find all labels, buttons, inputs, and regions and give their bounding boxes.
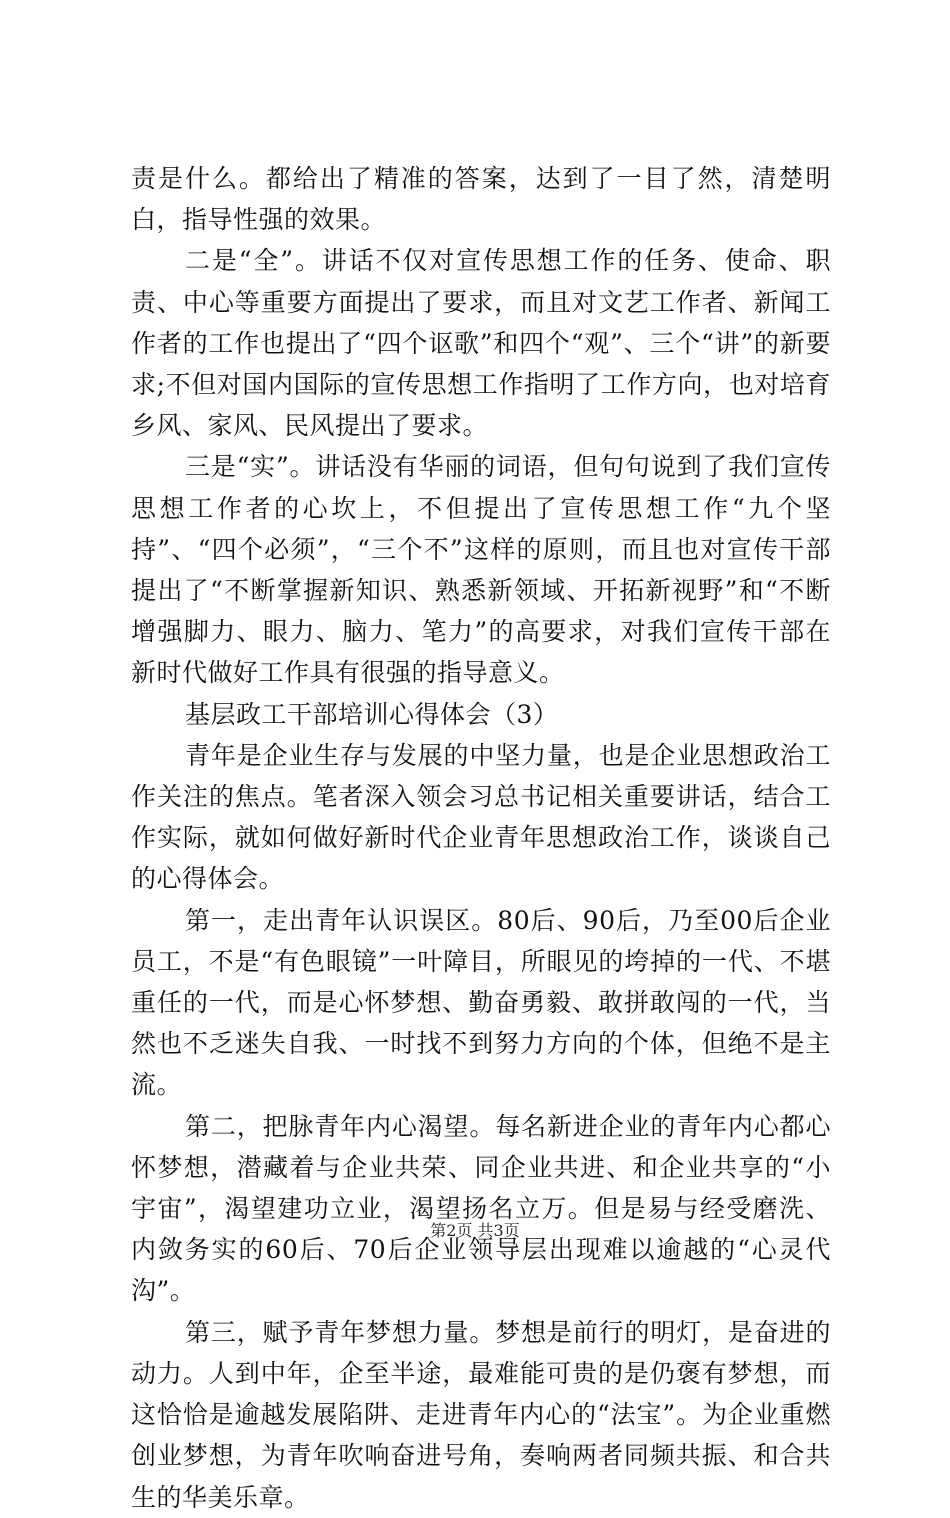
paragraph-continuation: 责是什么。都给出了精准的答案，达到了一目了然，清楚明白，指导性强的效果。 — [131, 164, 831, 235]
paragraph-point-two: 二是“全”。讲话不仅对宣传思想工作的任务、使命、职责、中心等重要方面提出了要求，而且对文艺工作者、新闻工作者的工作也提出了“四个讴歌”和四个“观”、三个“讲”的新要求;不但对国内国际的宣传思想工作指明了工作方向，也对培育乡风、家风、民风提出了要求。 — [131, 246, 831, 441]
paragraph-intro: 青年是企业生存与发展的中坚力量，也是企业思想政治工作关注的焦点。笔者深入领会习总书记相关重要讲话，结合工作实际，就如何做好新时代企业青年思想政治工作，谈谈自己的心得体会。 — [131, 740, 831, 894]
paragraph-third: 第三，赋予青年梦想力量。梦想是前行的明灯，是奋进的动力。人到中年，企至半途，最难能可贵的是仍褒有梦想，而这恰恰是逾越发展陷阱、走进青年内心的“法宝”。为企业重燃创业梦想，为青年吹响奋进号角，奏响两者同频共振、和合共生的华美乐章。 — [131, 1317, 831, 1512]
paragraph-second: 第二，把脉青年内心渴望。每名新进企业的青年内心都心怀梦想，潜藏着与企业共荣、同企业共进、和企业共享的“小宇宙”，渴望建功立业，渴望扬名立万。但是易与经受磨洗、内敛务实的60后、70后企业领导层出现难以逾越的“心灵代沟”。 — [131, 1111, 831, 1306]
paragraph-first: 第一，走出青年认识误区。80后、90后，乃至00后企业员工，不是“有色眼镜”一叶障目，所眼见的垮掉的一代、不堪重任的一代，而是心怀梦想、勤奋勇毅、敢拼敢闯的一代，当然也不乏迷失自我、一时找不到努力方向的个体，但绝不是主流。 — [131, 905, 831, 1100]
document-body — [131, 158, 831, 1518]
page-number-footer: 第2页 共3页 — [430, 1221, 520, 1240]
paragraph-point-three: 三是“实”。讲话没有华丽的词语，但句句说到了我们宣传思想工作者的心坎上，不但提出了宣传思想工作“九个坚持”、“四个必须”，“三个不”这样的原则，而且也对宣传干部提出了“不断掌握新知识、熟悉新领域、开拓新视野”和“不断增强脚力、眼力、脑力、笔力”的高要求，对我们宣传干部在新时代做好工作具有很强的指导意义。 — [131, 452, 831, 688]
section-heading: 基层政工干部培训心得体会（3） — [185, 699, 559, 729]
